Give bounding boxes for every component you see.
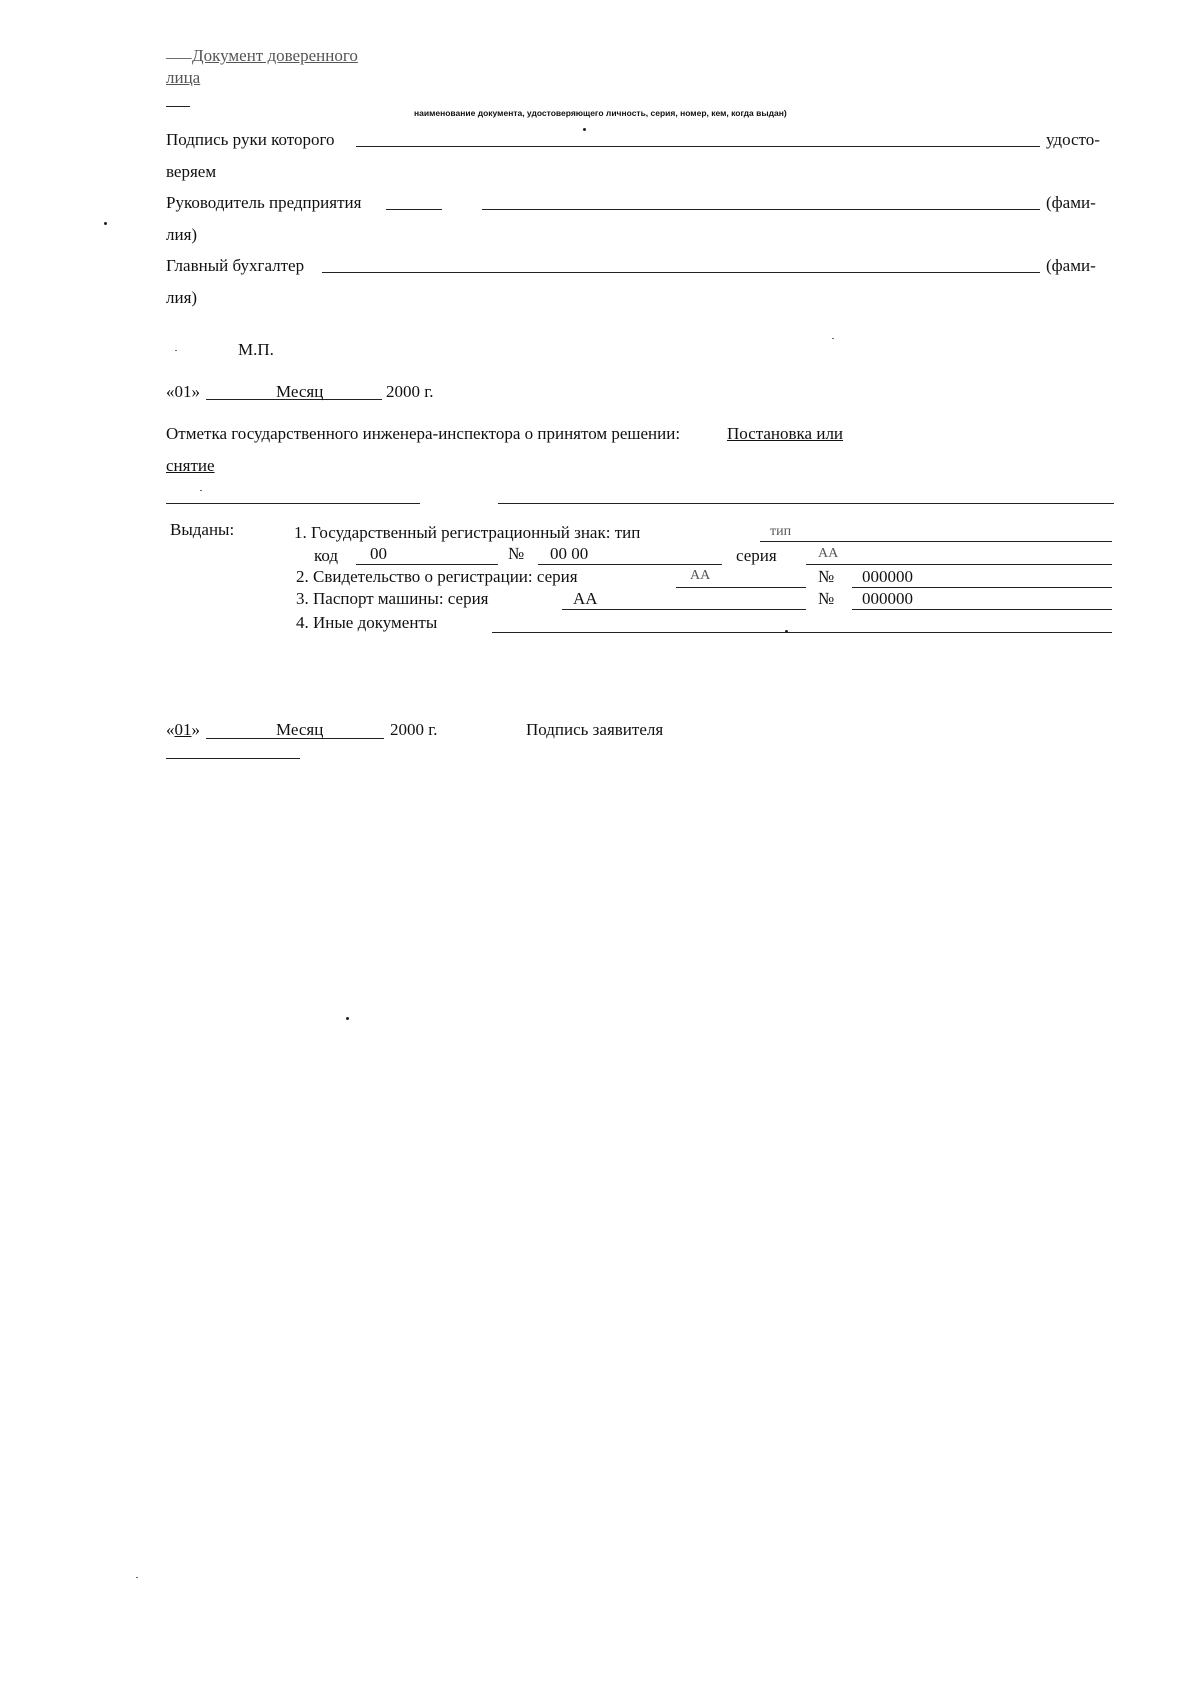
- header-short-line: [166, 106, 190, 107]
- document-caption: наименование документа, удостоверяющего личность, серия, номер, кем, когда выдан): [414, 108, 787, 118]
- rukovoditel-line-short[interactable]: [386, 209, 442, 210]
- applicant-signature-label: Подпись заявителя: [526, 720, 664, 739]
- date2-year: 2000 г.: [390, 720, 438, 739]
- speck-dot: [136, 1577, 138, 1578]
- date2-day: «01»: [166, 720, 200, 739]
- num-value: 00 00: [550, 544, 589, 563]
- inspector-decision-1: Постановка или: [727, 424, 844, 443]
- speck-dot: [104, 222, 107, 225]
- inspector-line-right[interactable]: [498, 503, 1114, 504]
- item2-num-sign: №: [818, 567, 835, 586]
- podpis-line[interactable]: [356, 146, 1040, 147]
- item3-num-sign: №: [818, 589, 835, 608]
- inspector-text: Отметка государственного инженера-инспектора о принятом решении:: [166, 424, 681, 443]
- buhgalter-label: Главный бухгалтер: [166, 256, 305, 275]
- item2-num-value: 000000: [862, 567, 913, 586]
- item2-seria-line[interactable]: [676, 587, 806, 588]
- date1-month: Месяц: [276, 382, 324, 401]
- issued-label: Выданы:: [170, 520, 235, 539]
- item3-num-value: 000000: [862, 589, 913, 608]
- speck-dot: [346, 1017, 349, 1020]
- item3-num-line[interactable]: [852, 609, 1112, 610]
- document-type-line1: Документ доверенного: [192, 46, 358, 65]
- item2-num-line[interactable]: [852, 587, 1112, 588]
- num-sign: №: [508, 544, 525, 563]
- item2-label: 2. Свидетельство о регистрации: серия: [296, 567, 578, 586]
- item3-label: 3. Паспорт машины: серия: [296, 589, 489, 608]
- rukovoditel-cont: лия): [166, 225, 198, 244]
- item2-seria-value: АА: [690, 568, 711, 583]
- podpis-suffix: удосто-: [1046, 130, 1100, 149]
- date2-month: Месяц: [276, 720, 324, 739]
- date1-day: «01»: [166, 382, 200, 401]
- podpis-label: Подпись руки которого: [166, 130, 335, 149]
- buhgalter-suffix: (фами-: [1046, 256, 1096, 275]
- kod-line[interactable]: [356, 564, 498, 565]
- seria-line[interactable]: [806, 564, 1112, 565]
- buhgalter-cont: лия): [166, 288, 198, 307]
- item3-seria-line[interactable]: [562, 609, 806, 610]
- num-line[interactable]: [538, 564, 722, 565]
- item3-seria-value: АА: [573, 589, 598, 608]
- item4-label: 4. Иные документы: [296, 613, 438, 632]
- stamp-place: М.П.: [238, 340, 274, 359]
- speck-dot: [200, 490, 202, 491]
- document-type-line2: лица: [166, 68, 201, 87]
- seria-value: АА: [818, 546, 839, 561]
- item1-type-line[interactable]: [760, 541, 1112, 542]
- podpis-cont: веряем: [166, 162, 217, 181]
- speck-dot: [175, 350, 177, 351]
- item1-type-value: тип: [770, 524, 792, 539]
- rukovoditel-label: Руководитель предприятия: [166, 193, 362, 212]
- date1-year: 2000 г.: [386, 382, 434, 401]
- rukovoditel-suffix: (фами-: [1046, 193, 1096, 212]
- speck-dot: [785, 630, 788, 633]
- item4-line[interactable]: [492, 632, 1112, 633]
- speck-dot: [832, 338, 834, 339]
- seria-label: серия: [736, 546, 777, 565]
- inspector-decision-2: снятие: [166, 456, 215, 475]
- rukovoditel-line[interactable]: [482, 209, 1040, 210]
- speck-dot: [583, 128, 586, 131]
- inspector-line-left[interactable]: [166, 503, 420, 504]
- header-line1-prefix: ___: [166, 42, 192, 61]
- item1-label: 1. Государственный регистрационный знак: тип: [294, 523, 641, 542]
- buhgalter-line[interactable]: [322, 272, 1040, 273]
- kod-value: 00: [370, 544, 387, 563]
- kod-label: код: [314, 546, 339, 565]
- date2-bottom-line[interactable]: [166, 758, 300, 759]
